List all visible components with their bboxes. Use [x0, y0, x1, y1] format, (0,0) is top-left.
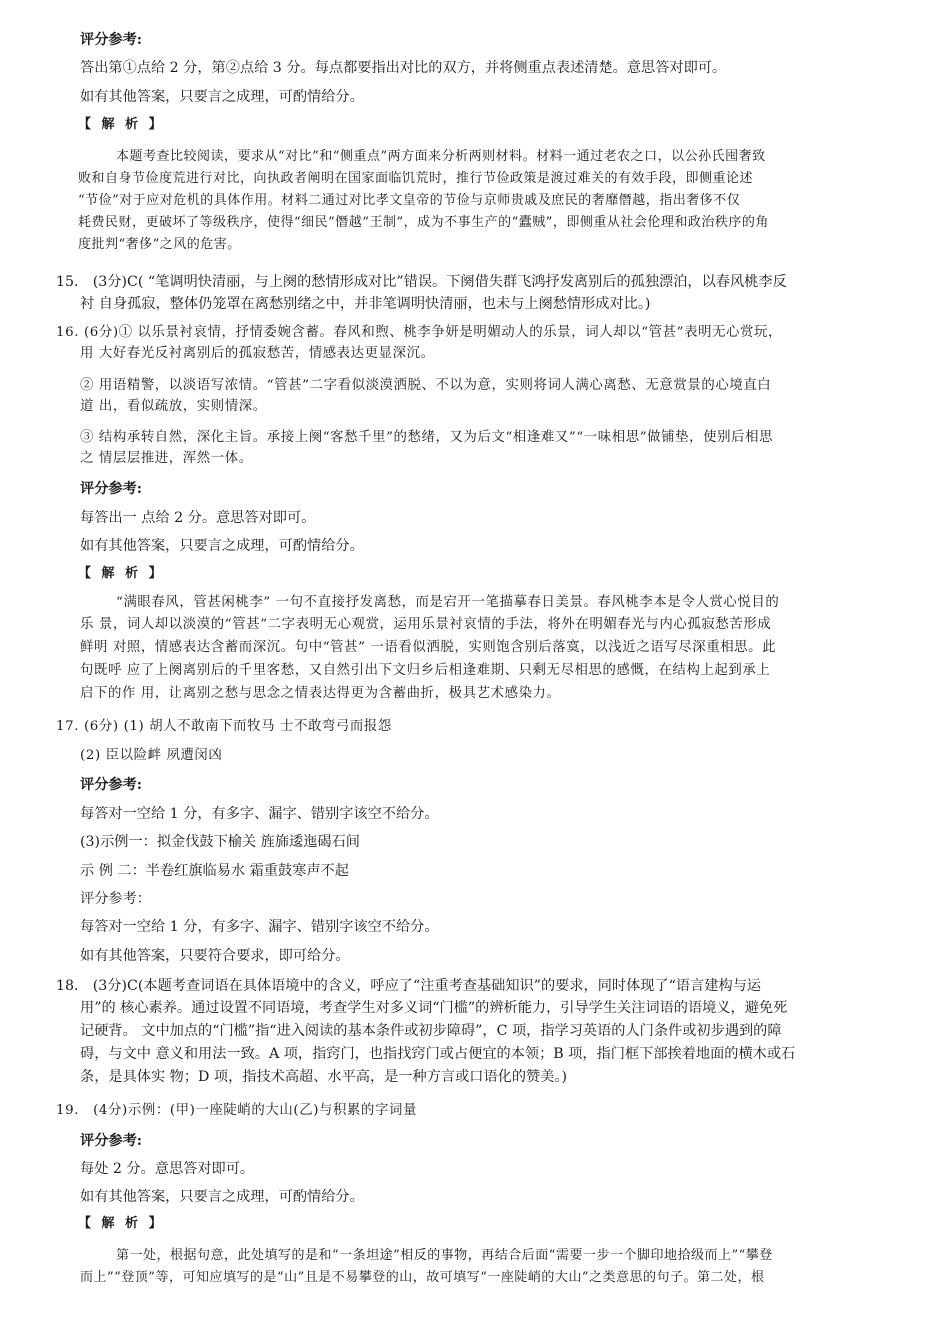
text-line: 启下的作 用，让离别之愁与思念之情表达得更为含蓄曲折，极具艺术感染力。: [80, 686, 561, 701]
analysis-heading: 【 解 析 】: [78, 117, 165, 132]
text-line: 如有其他答案，只要言之成理，可酌情给分。: [80, 89, 364, 105]
scoring-heading: 评分参考:: [80, 481, 142, 497]
text-line: 示 例 二：半卷红旗临易水 霜重鼓寒声不起: [80, 863, 349, 879]
text-line: “节俭”对于应对危机的具体作用。材料二通过对比孝文皇帝的节俭与京师贵戚及庶民的奢靡僭越，指出奢侈不仅: [78, 193, 741, 208]
scoring-heading-plain: 评分参考：: [80, 891, 151, 907]
text-line: 用”的 核心素养。通过设置不同语境，考查学生对多义词“门槛”的辨析能力，引导学生关注词语的语境义，避免死: [80, 1000, 788, 1016]
text-line: 每答对一空给 1 分，有多字、漏字、错别字该空不给分。: [80, 919, 439, 935]
analysis-heading: 【 解 析 】: [78, 1216, 165, 1231]
text-line: 而上”“登顶”等，可知应填写的是“山”且是不易攀登的山，故可填写“一座陡峭的大山”之类意思的句子。第二处，根: [80, 1270, 765, 1285]
text-line: “满眼春风，管甚闲桃李” 一句不直接抒发离愁，而是宕开一笔描摹春日美景。春风桃李本是令人赏心悦目的: [116, 595, 780, 610]
text-line: 道 出，看似疏放，实则情深。: [80, 399, 267, 414]
text-line: 度批判“奢侈”之风的危害。: [78, 237, 241, 252]
text-line: (3)示例一：拟金伐鼓下榆关 旌旆逶迤碣石间: [80, 834, 360, 850]
text-line: 鲜明 对照，情感表达含蓄而深沉。句中“管甚” 一语看似洒脱，实则饱含别后落寞，以浅近之语写尽深重相思。此: [80, 640, 777, 655]
text-line: ③ 结构承转自然，深化主旨。承接上阕“客愁千里”的愁绪，又为后文“相逢难又”“一味相思”做铺垫，使别后相思: [80, 430, 774, 445]
text-line: 第一处，根据句意，此处填写的是和“一条坦途”相反的事物，再结合后面“需要一步一个脚印地拾级而上”“攀登: [116, 1248, 773, 1263]
text-line: 如有其他答案，只要符合要求，即可给分。: [80, 948, 350, 964]
analysis-heading: 【 解 析 】: [78, 566, 165, 581]
question-16: 16. (6分)① 以乐景衬哀情，抒情委婉含蓄。春风和煦、桃李争妍是明媚动人的乐景，词人却以“管甚”表明无心赏玩，: [56, 325, 783, 340]
question-19: 19． (4分)示例：(甲)一座陡峭的大山(乙)与积累的字词量: [56, 1103, 417, 1118]
scoring-heading: 评分参考:: [80, 777, 142, 793]
text-line: 乐 景，词人却以淡漠的“管甚”二字表明无心观赏，运用乐景衬哀情的手法，将外在明媚春光与内心孤寂愁苦形成: [80, 617, 772, 632]
text-line: 用 大好春光反衬离别后的孤寂愁苦，情感表达更显深沉。: [80, 346, 435, 361]
text-line: 答出第①点给 2 分，第②点给 3 分。每点都要指出对比的双方，并将侧重点表述清楚。意思答对即可。: [80, 60, 727, 76]
question-18: 18． (3分)C(本题考查词语在具体语境中的含义，呼应了“注重考查基础知识”的要求，同时体现了“语言建构与运: [56, 978, 762, 994]
text-line: 句既呼 应了上阕离别后的千里客愁，又自然引出下文归乡后相逢难期、只剩无尽相思的感慨，在结构上起到承上: [80, 663, 771, 678]
text-line: 耗费民财，更破坏了等级秩序，使得“细民”僭越“王制”，成为不事生产的“蠹贼”，即侧重从社会伦理和政治秩序的角: [78, 215, 769, 230]
text-line: 如有其他答案，只要言之成理，可酌情给分。: [80, 1189, 364, 1205]
scoring-heading: 评分参考:: [80, 1133, 142, 1149]
text-line: 败和自身节俭度荒进行对比，向执政者阐明在国家面临饥荒时，推行节俭政策是渡过难关的有效手段，即侧重论述: [78, 171, 754, 186]
question-17: 17. (6分) (1) 胡人不敢南下而牧马 士不敢弯弓而报怨: [56, 719, 392, 734]
text-line: 条，是具体实 物；D 项，指技术高超、水平高，是一种方言或口语化的赞美。): [80, 1069, 568, 1085]
text-line: 每答对一空给 1 分，有多字、漏字、错别字该空不给分。: [80, 806, 439, 822]
text-line: ② 用语精警，以淡语写浓情。“管甚”二字看似淡漠洒脱、不以为意，实则将词人满心离愁、无意赏景的心境直白: [80, 378, 772, 393]
scoring-heading: 评分参考:: [80, 32, 142, 48]
text-line: 如有其他答案，只要言之成理，可酌情给分。: [80, 538, 364, 554]
text-line: 本题考查比较阅读，要求从“对比”和“侧重点”两方面来分析两则材料。材料一通过老农之口，以公孙氏囤奢致: [116, 149, 766, 164]
text-line: 碍，与文中 意义和用法一致。A 项，指窍门，也指找窍门或占便宜的本领；B 项，指门框下部挨着地面的横木或石: [80, 1046, 796, 1062]
question-15: 15． (3分)C( “笔调明快清丽，与上阕的愁情形成对比”错误。下阕借失群飞鸿抒发离别后的孤独漂泊，以春风桃李反: [56, 274, 787, 290]
text-line: 每答出一 点给 2 分。意思答对即可。: [80, 510, 316, 526]
text-line: (2) 臣以险衅 夙遭闵凶: [80, 748, 223, 763]
text-line: 每处 2 分。意思答对即可。: [80, 1161, 255, 1177]
text-line: 记硬背。 文中加点的“门槛”指“进入阅读的基本条件或初步障碍”，C 项，指学习英语的人门条件或初步遇到的障: [80, 1023, 782, 1039]
text-line: 之 情层层推进，浑然一体。: [80, 451, 253, 466]
text-line: 衬 自身孤寂，整体仍笼罩在离愁别绪之中，并非笔调明快清丽，也未与上阕愁情形成对比。): [80, 296, 651, 312]
